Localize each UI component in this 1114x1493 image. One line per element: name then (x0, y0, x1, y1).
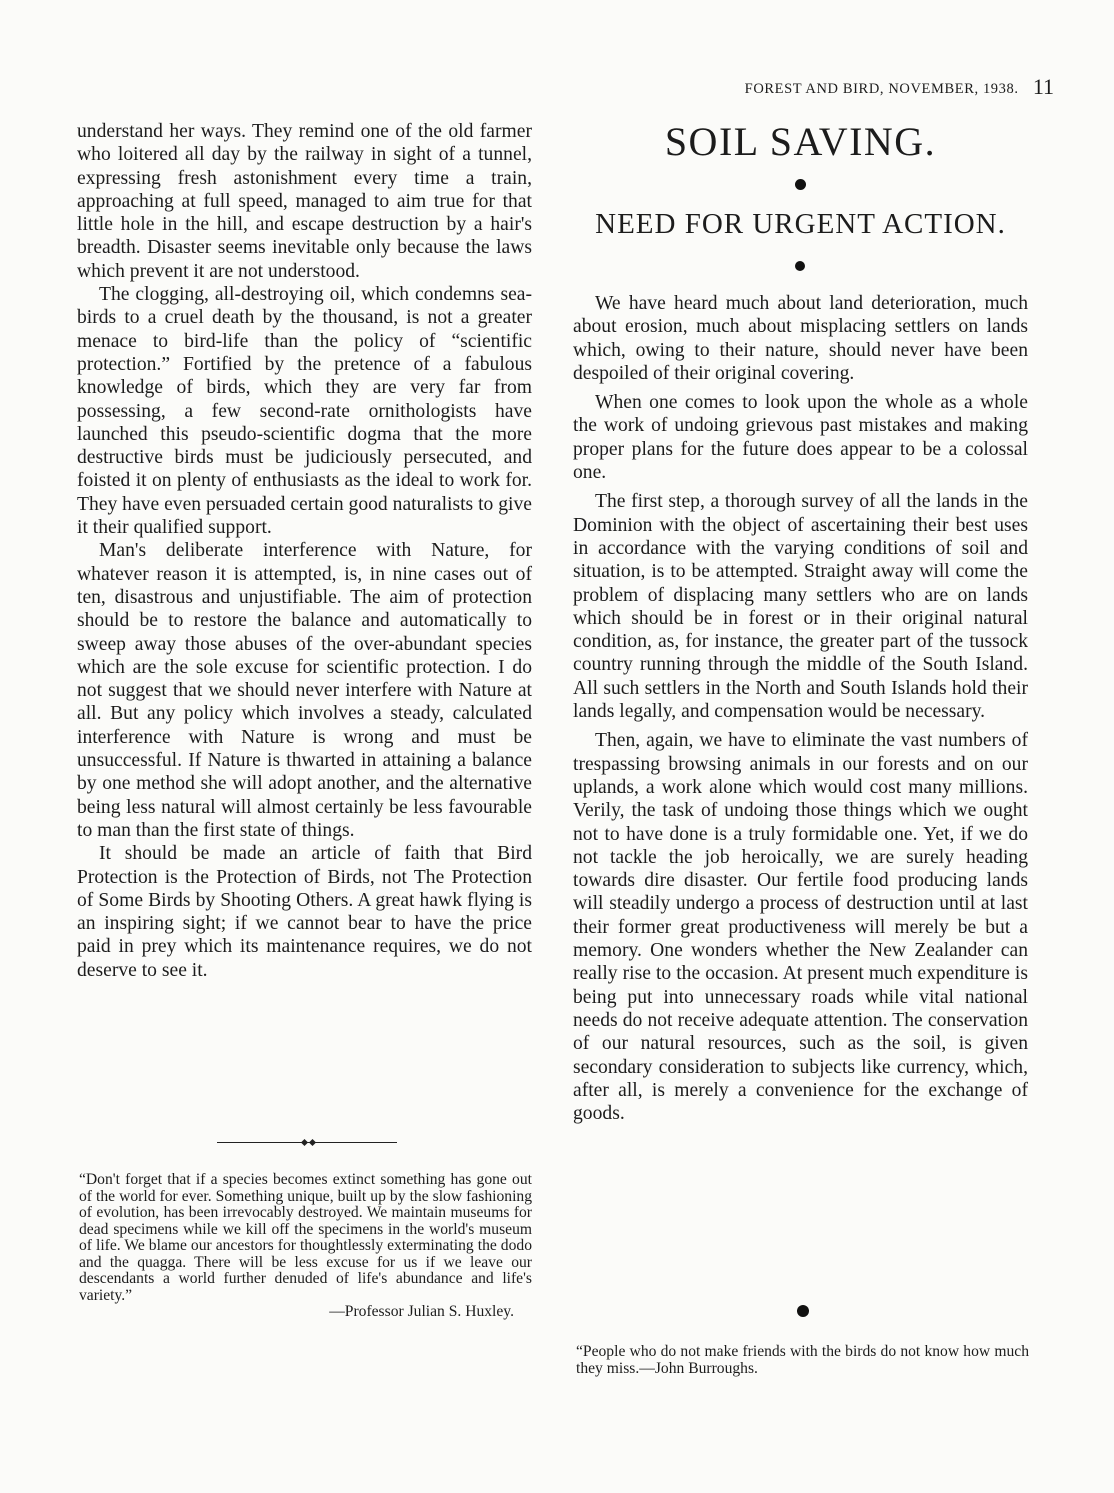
paragraph: The first step, a thorough survey of all the lands in the Dominion with the object of ascertaining their best uses in accordance with the varying conditions of soil and situation, is to be attempted. Straight away will come the problem of displacing many settlers who are on lands which should be in forest or in their original natural condition, as, for instance, the greater part of the tussock country running through the middle of the South Island. All such settlers in the North and South Islands hold their lands legally, and compensation would be necessary. (573, 491, 1028, 723)
bullet-ornament (795, 261, 805, 271)
running-header (600, 74, 1054, 100)
article-subtitle: NEED FOR URGENT ACTION. (595, 208, 1006, 240)
paragraph: Man's deliberate interference with Nature, for whatever reason it is attempted, is, in nine cases out of ten, disastrous and unjustifiable. The aim of protection should be to restore the balance and automatically to sweep away those abuses of the over-abundant species which are the sole excuse for scientific protection. I do not suggest that we should never interfere with Nature at all. But any policy which involves a steady, calculated interference with Nature is wrong and must be unsuccessful. If Nature is thwarted in attaining a balance by one method she will adopt another, and the alternative being less natural will almost certainly be less favourable to man than the first state of things. (77, 540, 532, 841)
page-number: 11 (1032, 74, 1054, 99)
paragraph: understand her ways. They remind one of the old farmer who loitered all day by the railway in sight of a tunnel, expressing fresh astonishment every time a train, approaching at full speed, managed to aim true for that little hole in the hill, and escape destruction by a hair's breadth. Disaster seems inevitable only because the laws which prevent it are not understood. (77, 121, 532, 282)
article-title: SOIL SAVING. (664, 119, 937, 164)
section-divider (217, 1141, 397, 1144)
quote-text: “People who do not make friends with the birds do not know how much they miss.—John Burroughs. (576, 1343, 1029, 1377)
paragraph: Then, again, we have to eliminate the vast numbers of trespassing browsing animals in our forests and on our uplands, a work alone which would cost many millions. Verily, the task of undoing those things which we ought not to have done is a truly formidable one. Yet, if we do not tackle the job heroically, we are surely heading towards dire disaster. Our fertile food producing lands will steadily undergo a process of destruction until at last their former great productiveness will merely be but a memory. One wonders whether the New Zealander can really rise to the occasion. At present much expenditure is being put into unnecessary roads while vital national needs do not receive adequate attention. The conservation of our natural resources, such as the soil, is given secondary consideration to subjects like currency, which, after all, is merely a convenience for the exchange of goods. (573, 730, 1028, 1125)
quote-text: “Don't forget that if a species becomes extinct something has gone out of the world for ever. Something unique, built up by the slow fashioning of evolution, has been irrevocably destroyed. We maintain museums for dead specimens while we kill off the specimens in the world's museum of life. We blame our ancestors for thoughtlessly exterminating the dodo and the quagga. There will be less excuse for us if we leave our descendants a world further denuded of life's abundance and life's variety.” (79, 1171, 532, 1304)
burroughs-quote (576, 1344, 1029, 1377)
paragraph: When one comes to look upon the whole as a whole the work of undoing grievous past mistakes and making proper plans for the future does appear to be a colossal one. (573, 392, 1028, 484)
paragraph: The clogging, all-destroying oil, which condemns sea-birds to a cruel death by the thousand, is not a greater menace to bird-life than the policy of “scientific protection.” Fortified by the pretence of a fabulous knowledge of birds, which they are very far from possessing, a few second-rate ornithologists have launched this pseudo-scientific dogma that the more destructive birds must be judiciously persecuted, and foisted it on plenty of enthusiasts as the ideal to work for. They have even persuaded certain good naturalists to give it their qualified support. (77, 284, 532, 539)
paragraph: It should be made an article of faith that Bird Protection is the Protection of Birds, not The Protection of Some Birds by Shooting Others. A great hawk flying is an inspiring sight; if we cannot bear to have the price paid in prey which its maintenance requires, we do not deserve to see it. (77, 843, 532, 981)
left-column (77, 120, 532, 982)
quote-attribution: —Professor Julian S. Huxley. (329, 1303, 514, 1320)
bullet-ornament (795, 179, 806, 190)
running-title: FOREST AND BIRD, NOVEMBER, 1938. (744, 81, 1019, 97)
article-body (573, 292, 1028, 1131)
paragraph: We have heard much about land deterioration, much about erosion, much about misplacing settlers on lands which, owing to their nature, should never have been despoiled of their original covering. (573, 293, 1028, 384)
huxley-quote (79, 1172, 532, 1321)
bullet-ornament (797, 1305, 809, 1317)
